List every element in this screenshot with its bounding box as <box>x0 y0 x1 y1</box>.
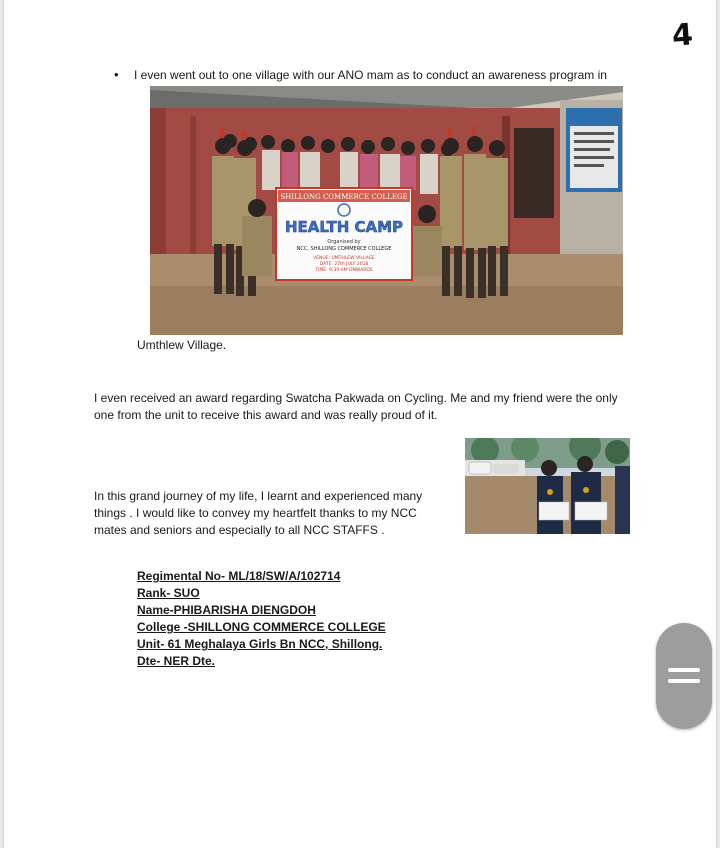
drag-handle-icon[interactable] <box>656 623 712 729</box>
rank: Rank- SUO <box>137 586 200 600</box>
regimental-number: Regimental No- ML/18/SW/A/102714 <box>137 569 341 583</box>
bullet-text: I even went out to one village with our ANO mam as to conduct an awareness program in <box>134 68 607 82</box>
handle-bar <box>668 668 700 672</box>
directorate: Dte- NER Dte. <box>137 654 216 668</box>
banner-org: NCC, SHILLONG COMMERCE COLLEGE <box>296 246 392 252</box>
bullet-item <box>114 67 607 83</box>
banner-date: DATE: 27th JULY 2018 <box>319 262 369 267</box>
award-line: one from the unit to receive this award and was really proud of it. <box>94 408 438 422</box>
banner-venue: VENUE: UMTHLEW VILLAGE <box>313 256 375 261</box>
handle-bar <box>668 679 700 683</box>
banner-header: SHILLONG COMMERCE COLLEGE <box>280 193 408 201</box>
photo-caption: Umthlew Village. <box>137 338 227 352</box>
unit: Unit- 61 Meghalaya Girls Bn NCC, Shillong. <box>137 637 383 651</box>
award-paragraph <box>94 390 618 424</box>
bullet-icon: • <box>114 67 119 82</box>
journey-line: mates and seniors and especially to all NCC STAFFS . <box>94 523 385 537</box>
award-photo <box>465 438 630 534</box>
award-line: I even received an award regarding Swatcha Pakwada on Cycling. Me and my friend were the only <box>94 391 618 405</box>
document-page <box>4 0 716 848</box>
health-camp-photo <box>150 86 623 335</box>
banner-title: HEALTH CAMP <box>284 218 404 236</box>
college: College -SHILLONG COMMERCE COLLEGE <box>137 620 386 634</box>
journey-paragraph <box>94 488 422 539</box>
cadet-name: Name-PHIBARISHA DIENGDOH <box>137 603 316 617</box>
banner-time: TIME: 9:30 AM ONWARDS <box>315 268 373 273</box>
page-number: 4 <box>670 17 695 54</box>
journey-line: In this grand journey of my life, I learnt and experienced many <box>94 489 423 503</box>
journey-line: things . I would like to convey my heartfelt thanks to my NCC <box>94 506 417 520</box>
banner-organized: Organised by <box>327 239 361 245</box>
cadet-details <box>137 568 386 670</box>
